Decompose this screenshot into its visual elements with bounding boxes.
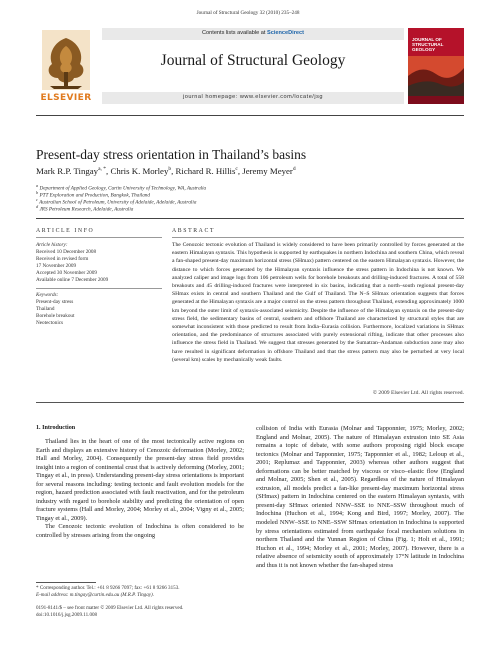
history-line: 17 November 2009 xyxy=(36,263,77,269)
paragraph: Thailand lies in the heart of one of the most tectonically active regions on Earth and displays an extensive history of Cenozoic deformation (Morley, 2002; Hall and Morley, 2004). Consequently the present-day stress field provides insight into a region of continental crust that is actively deforming (Morley, 2001; Tingay et al., in press). Understanding present-day stress orientations is important for several reasons including: testing tectonic and fault evolution models for the region, hazard prediction associated with fault reactivation, and for the petroleum industry with regard to borehole stability and predicting the orientation of open fracture systems (Hall and Morley, 2004; Morley et al., 2004; Vigny et al., 2005; Tingay et al., 2009). xyxy=(36,438,244,522)
history-line: Available online 7 December 2009 xyxy=(36,277,109,283)
abstract-heading: ABSTRACT xyxy=(172,228,216,234)
journal-citation: Journal of Structural Geology 32 (2010) 235–248 xyxy=(196,10,300,16)
body-column-left xyxy=(36,438,244,541)
keyword: Thailand xyxy=(36,306,55,312)
abstract-end-rule xyxy=(36,402,464,403)
elsevier-wordmark: ELSEVIER xyxy=(40,93,92,103)
paragraph: The Cenozoic tectonic evolution of Indochina is often considered to be controlled by stresses arising from the ongoing xyxy=(36,523,244,540)
contents-line xyxy=(102,30,404,36)
history-label: Article history: xyxy=(36,242,68,248)
author-sup: a, * xyxy=(98,166,107,173)
footnote-rule xyxy=(36,582,96,583)
author-name[interactable]: Richard R. Hillis xyxy=(175,166,236,176)
info-rule xyxy=(36,218,464,219)
affiliation: $^b$ PTT Exploration and Production, Bangkok, Thailand xyxy=(36,190,150,199)
history-line: Received in revised form xyxy=(36,256,89,262)
keyword: Neotectonics xyxy=(36,320,64,326)
sciencedirect-link[interactable]: ScienceDirect xyxy=(266,30,304,36)
journal-title: Journal of Structural Geology xyxy=(160,52,346,69)
author-list: Mark R.P. Tingay$^{a, *}$, Chris K. Morley$^b$, Richard R. Hillis$^c$, Jeremy Meyer$^d$ xyxy=(36,166,296,176)
author-sup: b xyxy=(168,166,172,173)
affiliation: $^a$ Department of Applied Geology, Curtin University of Technology, WA, Australia xyxy=(36,183,207,192)
history-line: Received 10 December 2008 xyxy=(36,249,97,255)
info-divider xyxy=(36,237,162,238)
article-title: Present-day stress orientation in Thailand’s basins xyxy=(36,147,307,162)
journal-homepage-link[interactable]: journal homepage: www.elsevier.com/locate/jsg xyxy=(182,94,324,100)
doi-line[interactable]: doi:10.1016/j.jsg.2009.11.008 xyxy=(36,612,98,618)
keyword: Borehole breakout xyxy=(36,313,75,319)
abstract-text: The Cenozoic tectonic evolution of Thailand is widely considered to have been primarily controlled by forces generated at the eastern Himalayan syntaxis. This hypothesis is supported by earthquakes in northern Indochina and southern China, which reveal a fan-shaped present-day maximum horizontal stress (SHmax) pattern centered on the eastern Himalayan syntaxis. However, the distance to which forces generated by the Himalayan syntaxis influence the stress pattern in Indochina is not known. We analyzed caliper and image logs from 106 petroleum wells for borehole breakouts and drilling-induced fractures. A total of 558 breakouts and 45 drilling-induced fractures were interpreted in six basins, indicating that a north–south regional present-day SHmax exists in central and southern Thailand and the Gulf of Thailand. The N–S SHmax orientation suggests that forces generated at the Himalayan syntaxis are a major control on the stress pattern throughout Thailand, extending approximately 1000 km beyond the outer limit of syntaxis-associated seismicity. Despite the influence of the Himalayan syntaxis on the present-day stress field, the sedimentary basins of central, southern and offshore Thailand are characterized by structural styles that are somewhat inconsistent with those predicted to result from India–Eurasia collision. Furthermore, localized variations in SHmax orientation, and the predominance of structures associated with purely extensional rifting, indicate that other processes also influence the stress field in Thailand. We suggest that stresses generated by the Sumatran–Andaman subduction zone may also have resulted in significant deformation in offshore Thailand and that the stress pattern may also be perturbed at very local (several km) scales by mechanically weak faults. xyxy=(172,242,464,363)
author-name[interactable]: Chris K. Morley xyxy=(110,166,169,176)
cover-title: JOURNAL OF STRUCTURAL GEOLOGY xyxy=(412,37,444,53)
email-note[interactable]: E-mail address: m.tingay@curtin.edu.au (M.R.P. Tingay). xyxy=(36,592,155,598)
corresponding-author-note: * Corresponding author. Tel.: +61 8 9266 7097; fax: +61 8 9266 3153. xyxy=(36,585,180,591)
section-heading-introduction: 1. Introduction xyxy=(36,425,76,431)
author-sup: d xyxy=(292,166,296,173)
author-name[interactable]: Mark R.P. Tingay xyxy=(36,166,99,176)
info-divider xyxy=(36,288,162,289)
header-rule xyxy=(36,115,464,116)
affiliation: $^c$ Australian School of Petroleum, University of Adelaide, Adelaide, Australia xyxy=(36,197,197,206)
paragraph: collision of India with Eurasia (Molnar and Tapponnier, 1975; Morley, 2002; England and Molnar, 2005). The nature of Himalayan extrusion into SE Asia remains a topic of debate, with some authors proposing rigid block escape tectonics (Molnar and Tapponnier, 1975; Tapponnier et al., 1982; Leloup et al., 2001; Replumaz and Tapponnier, 2003) whereas other authors suggest that deformations can be better matched by viscous or visco–elastic flow (England and Molnar, 2005; Shen et al., 2005). Regardless of the nature of Himalayan extrusion, all models predict a fan-like present-day maximum horizontal stress (SHmax) pattern in Indochina centered on the eastern Himalayan syntaxis, with present-day SHmax oriented NNW–SSE to NNE–SSW throughout much of Indochina (Huchon et al., 1994; Kong and Bird, 1997; Morley, 2007). The modeled NNW–SSE to NNE–SSW SHmax orientation in Indochina is supported by stress orientations estimated from earthquake focal mechanism solutions in northern Thailand and the Yunnan Region of China (Fig. 1; Holt et al., 1991; Huchon et al., 1994; Morley et al., 2001; Morley, 2007). However, there is a relative absence of seismicity south of approximately 17°N latitude in Indochina and thus it is not known whether the fan-shaped stress xyxy=(256,425,464,569)
abstract-divider xyxy=(172,237,464,238)
abstract-copyright: © 2009 Elsevier Ltd. All rights reserved. xyxy=(372,390,464,396)
issn-line: 0191-8141/$ – see front matter © 2009 Elsevier Ltd. All rights reserved. xyxy=(36,605,184,611)
article-info-heading: ARTICLE INFO xyxy=(36,228,95,234)
body-column-right xyxy=(256,425,464,570)
contents-prefix: Contents lists available at xyxy=(202,30,267,36)
keywords-label: Keywords: xyxy=(36,292,59,298)
keyword: Present-day stress xyxy=(36,299,74,305)
affiliation: $^d$ JRS Petroleum Research, Adelaide, Australia xyxy=(36,204,134,213)
history-line: Accepted 30 November 2009 xyxy=(36,270,97,276)
author-sup: c xyxy=(235,166,238,173)
journal-banner xyxy=(36,28,464,110)
author-name[interactable]: Jeremy Meyer xyxy=(242,166,293,176)
